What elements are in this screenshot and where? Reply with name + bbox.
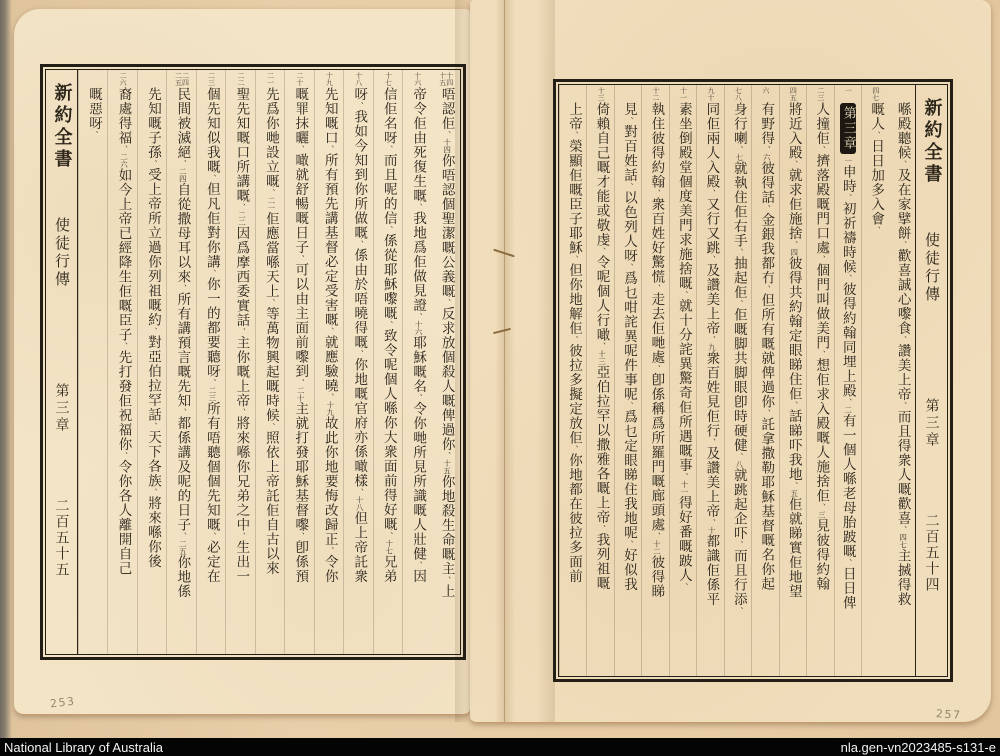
ideographic-comma: 、 xyxy=(679,472,689,481)
ideographic-comma: 、 xyxy=(296,378,306,387)
ideographic-comma: 、 xyxy=(325,327,335,335)
ideographic-comma: 、 xyxy=(679,290,689,299)
ideographic-comma: 、 xyxy=(734,145,744,154)
ideographic-comma: 、 xyxy=(817,145,827,154)
library-bar xyxy=(0,738,1000,756)
left-page-text-block xyxy=(45,69,461,655)
text-column xyxy=(889,85,915,676)
ideographic-comma: 、 xyxy=(237,203,247,211)
text-column xyxy=(669,85,696,676)
column-text: 先爲你哋設立嘅、二一佢應當喺天上、等萬物興起嘅時候、照依上帝託佢自古以來 xyxy=(262,87,279,576)
ideographic-comma: 、 xyxy=(384,225,394,234)
column-text: 身行喇、七就執住佢右手、抽起佢、佢嘅脚共脚眼卽時硬健、八就跳起企吓、而且行添、 xyxy=(730,102,747,615)
verse-number-mark: 九 xyxy=(707,343,717,351)
text-column xyxy=(696,85,723,676)
ideographic-comma: 、 xyxy=(355,101,365,110)
ideographic-comma: 、 xyxy=(355,349,365,358)
margin-verse-label: 十二 xyxy=(652,87,661,101)
ideographic-comma: 、 xyxy=(707,335,717,344)
text-column xyxy=(724,85,751,676)
ideographic-comma: 、 xyxy=(898,401,908,410)
ideographic-comma: 、 xyxy=(237,327,247,336)
verse-number-mark: 十五 xyxy=(442,459,452,475)
ideographic-comma: 、 xyxy=(624,401,634,410)
verse-number-mark: 十 xyxy=(707,526,717,534)
column-text: 執住彼得約翰、衆百姓好驚慌、走去佢哋處、卽係稱爲所羅門嘅廊頭處、十二彼得睇 xyxy=(648,102,665,599)
ideographic-comma: 、 xyxy=(237,532,247,540)
chapter-label: 第三章 xyxy=(923,398,940,449)
ideographic-comma: 、 xyxy=(207,532,217,540)
margin-title-column xyxy=(46,70,78,654)
margin-title-column xyxy=(915,85,947,676)
verse-number-mark: 三 xyxy=(817,511,827,519)
ideographic-comma: 、 xyxy=(707,255,717,263)
column-text: 嘅罪抹曬、噉就舒暢嘅日子、可以由主面前嚟到、二十主就打發耶穌基督嚟、卽係預 xyxy=(292,87,309,584)
ideographic-comma: 、 xyxy=(679,582,689,591)
ideographic-comma: 、 xyxy=(355,488,365,496)
verse-number-mark: 十九 xyxy=(325,401,335,416)
ideographic-comma: 、 xyxy=(148,159,158,168)
ideographic-comma: 、 xyxy=(652,284,662,292)
ideographic-comma: 、 xyxy=(843,558,853,567)
text-column xyxy=(586,85,613,676)
margin-verse-label: 二四二五 xyxy=(174,72,190,86)
margin-verse-label: 一 xyxy=(844,87,853,94)
margin-verse-label: 十四十五 xyxy=(438,72,454,86)
ideographic-comma: 、 xyxy=(789,240,799,249)
ideographic-comma: 、 xyxy=(296,145,306,153)
ideographic-comma: 、 xyxy=(148,422,158,430)
ideographic-comma: 、 xyxy=(325,145,335,153)
ideographic-comma: 、 xyxy=(207,378,217,387)
column-text: 見、對百姓話、以色列人呀、爲乜咁詫異呢件事呢、爲乜定眼睇住我地呢、好似我 xyxy=(620,102,637,592)
ideographic-comma: 、 xyxy=(266,298,276,307)
column-text: 信佢名呀、而且呢的信、係從耶穌嚟嘅、致令呢個人喺你大衆面前得好嘅、十七兄弟 xyxy=(380,87,397,584)
verse-number-mark: 七 xyxy=(734,153,744,161)
ideographic-comma: 、 xyxy=(384,320,394,329)
ideographic-comma: 、 xyxy=(178,159,188,168)
ideographic-comma: 、 xyxy=(384,531,394,540)
ideographic-comma: 、 xyxy=(734,606,744,615)
verse-number-mark: 十七 xyxy=(384,539,394,555)
verse-number-mark: 一 xyxy=(843,157,853,165)
ideographic-comma: 、 xyxy=(119,145,129,153)
column-text: 先知嘅子孫、受上帝所立過你列祖嘅約、對亞伯拉罕話、天下各族、將來喺你後 xyxy=(144,87,161,569)
ideographic-comma: 、 xyxy=(762,145,772,154)
text-column xyxy=(779,85,806,676)
column-text: 嘅人、日日加多入會、 xyxy=(868,102,885,234)
verse-number-mark: 二六 xyxy=(119,153,129,168)
ideographic-comma: 、 xyxy=(597,342,607,350)
text-column xyxy=(166,70,195,654)
verse-number-mark: 二二 xyxy=(237,211,247,226)
verse-number-mark: 二十 xyxy=(296,386,306,402)
text-column xyxy=(284,70,313,654)
library-name: National Library of Australia xyxy=(4,739,163,755)
ideographic-comma: 、 xyxy=(237,408,247,416)
section-title: 使徒行傳 xyxy=(53,217,71,289)
ideographic-comma: 、 xyxy=(570,255,580,263)
ideographic-comma: 、 xyxy=(762,204,772,213)
margin-verse-label: 二二 xyxy=(236,72,245,86)
ideographic-comma: 、 xyxy=(843,398,853,406)
ideographic-comma: 、 xyxy=(119,342,129,350)
text-columns xyxy=(78,70,460,654)
ideographic-comma: 、 xyxy=(414,561,424,569)
text-columns xyxy=(559,85,915,676)
verse-number-mark: 二四 xyxy=(178,167,188,183)
text-column xyxy=(834,85,861,676)
ideographic-comma: 、 xyxy=(178,284,188,292)
column-text: 唔認佢、十四你唔認個聖潔嘅公義嘅、反求放個殺人嘅俾過你、十五你地殺生命嘅主、上 xyxy=(438,87,455,599)
ideographic-comma: 、 xyxy=(624,182,634,191)
column-text: 將近入殿、就求佢施捨、四彼得共約翰定眼睇住佢、話睇吓我地、五佢就睇實佢地望 xyxy=(785,102,802,599)
verse-number-mark: 六 xyxy=(762,153,772,161)
right-page-text-block xyxy=(558,84,948,677)
ideographic-comma: 、 xyxy=(898,160,908,168)
text-column xyxy=(78,70,107,654)
text-column xyxy=(225,70,254,654)
left-page-frame xyxy=(40,64,466,660)
verse-number-mark: 二五 xyxy=(178,540,188,555)
ideographic-comma: 、 xyxy=(597,524,607,533)
ideographic-comma: 、 xyxy=(734,248,744,256)
ideographic-comma: 、 xyxy=(266,188,276,197)
ideographic-comma: 、 xyxy=(734,299,744,308)
ideographic-comma: 、 xyxy=(597,247,607,255)
ideographic-comma: 、 xyxy=(414,203,424,211)
margin-verse-label: 二一 xyxy=(266,72,275,86)
column-text: 帝令佢由死復生嘅、我地爲佢做見證、十六耶穌嘅名、令你哋所見所識嘅人壯健、因 xyxy=(410,87,427,584)
column-text: 喺殿聽候、及在家擘餅、歡喜誠心嚟食、讚美上帝、而且得衆人嘅歡喜、四七主搣得救 xyxy=(894,102,911,607)
book-title: 新約全書 xyxy=(51,83,73,171)
ideographic-comma: 、 xyxy=(734,540,744,549)
column-text: 聖先知嘅口所講嘅、二二因爲摩西委實話、主你嘅上帝、將來喺你兄弟之中、生出一 xyxy=(233,87,250,584)
text-column xyxy=(343,70,372,654)
verse-number-mark: 十八 xyxy=(355,496,365,511)
ideographic-comma: 、 xyxy=(652,364,662,373)
ideographic-comma: 、 xyxy=(325,546,335,555)
text-column xyxy=(314,70,343,654)
ideographic-comma: 、 xyxy=(296,532,306,540)
column-text: 上帝、榮顯佢嘅臣子耶穌、但你地解佢、彼拉多擬定放佢、你地都在彼拉多面前 xyxy=(566,102,583,584)
text-column xyxy=(137,70,166,654)
ideographic-comma: 、 xyxy=(817,503,827,511)
ideographic-comma: 、 xyxy=(414,393,424,402)
column-text: 有野得、六彼得話、金銀我都冇、但所有嘅就俾過你、託拿撒勒耶穌基督嘅名你起 xyxy=(758,102,775,591)
text-column xyxy=(432,70,460,654)
margin-verse-label: 十七 xyxy=(384,72,393,86)
ideographic-comma: 、 xyxy=(898,240,908,249)
column-text: 第三章一申時、初祈禱時候、彼得約翰同埋上殿、二有一個人喺老母胎跛嘅、日日俾 xyxy=(840,102,856,676)
verse-number-mark: 五 xyxy=(789,489,799,497)
pencil-annotation-right: 257 xyxy=(935,707,962,722)
verse-number-mark: 四七 xyxy=(898,533,908,549)
ideographic-comma: 、 xyxy=(624,540,634,548)
book-title: 新約全書 xyxy=(921,98,943,186)
column-text: 嘅惡呀、 xyxy=(86,87,103,139)
ideographic-comma: 、 xyxy=(817,255,827,263)
ideographic-comma: 、 xyxy=(207,269,217,277)
ideographic-comma: 、 xyxy=(707,518,717,527)
margin-verse-label: 十八 xyxy=(354,72,363,86)
ideographic-comma: 、 xyxy=(624,116,634,125)
ideographic-comma: 、 xyxy=(414,312,424,321)
ideographic-comma: 、 xyxy=(266,422,276,431)
ideographic-comma: 、 xyxy=(707,189,717,197)
text-column xyxy=(107,70,136,654)
ideographic-comma: 、 xyxy=(843,193,853,202)
ideographic-comma: 、 xyxy=(872,226,882,234)
ideographic-comma: 、 xyxy=(734,452,744,461)
column-text: 民間被滅絕、二四自從撒母耳以來、所有講預言嘅先知、都係講及呢的日子、二五你地係 xyxy=(174,87,191,599)
right-page-frame xyxy=(553,79,953,682)
text-column xyxy=(861,85,888,676)
ideographic-comma: 、 xyxy=(789,160,799,168)
verse-number-mark: 二一 xyxy=(266,196,276,212)
ideographic-comma: 、 xyxy=(789,401,799,409)
ideographic-comma: 、 xyxy=(652,189,662,197)
ideographic-comma: 、 xyxy=(355,240,365,248)
chapter-label: 第三章 xyxy=(53,383,70,434)
column-text: 個先知似我嘅、但凡佢對你講、你一的都要聽呀、二三所有唔聽個個先知嘅、必定在 xyxy=(203,87,220,584)
verse-number-mark: 十六 xyxy=(414,320,424,336)
margin-verse-label: 二三 xyxy=(207,72,216,86)
column-text: 素坐倒殿堂個度美門求施捨嘅、就十分詫異驚奇佢所遇嘅事、十一得好番嘅跛人、 xyxy=(675,102,692,591)
margin-verse-label: 四七 xyxy=(871,87,880,101)
ideographic-comma: 、 xyxy=(570,131,580,139)
ideographic-comma: 、 xyxy=(570,445,580,453)
ideographic-comma: 、 xyxy=(207,174,217,182)
margin-verse-label: 二十 xyxy=(295,72,304,86)
column-text: 倚賴自己嘅才能或敬虔、令呢個人行噉、十三亞伯拉罕以撒雅各嘅上帝、我列祖嘅 xyxy=(593,102,610,591)
margin-verse-label: 十六 xyxy=(413,72,422,86)
column-text: 同佢兩人入殿、又行又跳、及讚美上帝、九衆百姓見佢行、及讚美上帝、十都識佢係平 xyxy=(703,102,720,607)
margin-verse-label: 二三 xyxy=(816,87,825,101)
margin-verse-label: 七八 xyxy=(734,87,743,101)
verse-number-mark: 二三 xyxy=(207,386,217,402)
ideographic-comma: 、 xyxy=(442,576,452,584)
ideographic-comma: 、 xyxy=(707,438,717,446)
ideographic-comma: 、 xyxy=(817,350,827,358)
ideographic-comma: 、 xyxy=(296,254,306,263)
ideographic-comma: 、 xyxy=(624,263,634,271)
page-number: 二百五十五 xyxy=(53,498,70,578)
ideographic-comma: 、 xyxy=(789,481,799,490)
ideographic-comma: 、 xyxy=(872,131,882,139)
chapter-heading-box: 第三章 xyxy=(840,103,855,154)
column-text: 裔處得福、二六如今上帝已經降生佢嘅臣子、先打發佢祝福你、令你各人離開自己 xyxy=(115,87,132,576)
text-column xyxy=(196,70,225,654)
ideographic-comma: 、 xyxy=(652,532,662,540)
ideographic-comma: 、 xyxy=(384,145,394,153)
verse-number-mark: 十四 xyxy=(442,138,452,154)
verse-number-mark: 十三 xyxy=(597,350,607,365)
ideographic-comma: 、 xyxy=(843,274,853,282)
text-column xyxy=(255,70,284,654)
ideographic-comma: 、 xyxy=(178,408,188,416)
text-column xyxy=(614,85,641,676)
ideographic-comma: 、 xyxy=(148,488,158,496)
margin-verse-label: 十一 xyxy=(679,87,688,101)
margin-verse-label: 二六 xyxy=(119,72,128,86)
column-text: 先知嘅口、所有預先講基督必定受害嘅、就應驗曉、十九故此你地要悔改歸正、令你 xyxy=(321,87,338,584)
pencil-annotation-left: 253 xyxy=(49,694,77,711)
text-column xyxy=(559,85,586,676)
ideographic-comma: 、 xyxy=(898,525,908,534)
text-column xyxy=(641,85,668,676)
ideographic-comma: 、 xyxy=(570,335,580,344)
text-column xyxy=(373,70,402,654)
ideographic-comma: 、 xyxy=(898,335,908,344)
ideographic-comma: 、 xyxy=(762,285,772,293)
verse-number-mark: 四 xyxy=(789,248,799,256)
image-id: nla.gen-vn2023485-s131-e xyxy=(840,739,996,755)
ideographic-comma: 、 xyxy=(442,130,452,139)
text-column xyxy=(751,85,778,676)
verse-number-mark: 十一 xyxy=(679,480,689,496)
margin-verse-label: 四五 xyxy=(789,87,798,101)
ideographic-comma: 、 xyxy=(442,451,452,460)
ideographic-comma: 、 xyxy=(762,409,772,417)
margin-verse-label: 十三 xyxy=(597,87,606,101)
page-number: 二百五十四 xyxy=(923,513,940,593)
ideographic-comma: 、 xyxy=(148,327,158,335)
verse-number-mark: 二 xyxy=(843,406,853,414)
text-column xyxy=(402,70,431,654)
ideographic-comma: 、 xyxy=(178,532,188,540)
margin-verse-label: 九十 xyxy=(706,87,715,101)
verse-number-mark: 八 xyxy=(734,460,744,468)
column-text: 呀、我如今知到你所做嘅、係由於唔曉得嘅、你地嘅官府亦係噉樣、十八但上帝託衆 xyxy=(351,87,368,584)
ideographic-comma: 、 xyxy=(119,451,129,460)
margin-verse-label: 六 xyxy=(761,87,770,94)
column-text: 人撞佢、擠落殿嘅門口處、個門叫做美門、想佢求入殿嘅人施捨佢、三見彼得約翰 xyxy=(813,102,830,591)
verse-number-mark: 十二 xyxy=(652,540,662,555)
text-column xyxy=(806,85,833,676)
margin-verse-label: 十九 xyxy=(325,72,334,86)
ideographic-comma: 、 xyxy=(442,298,452,307)
ideographic-comma: 、 xyxy=(90,130,100,139)
ideographic-comma: 、 xyxy=(325,393,335,401)
section-title: 使徒行傳 xyxy=(923,232,941,304)
